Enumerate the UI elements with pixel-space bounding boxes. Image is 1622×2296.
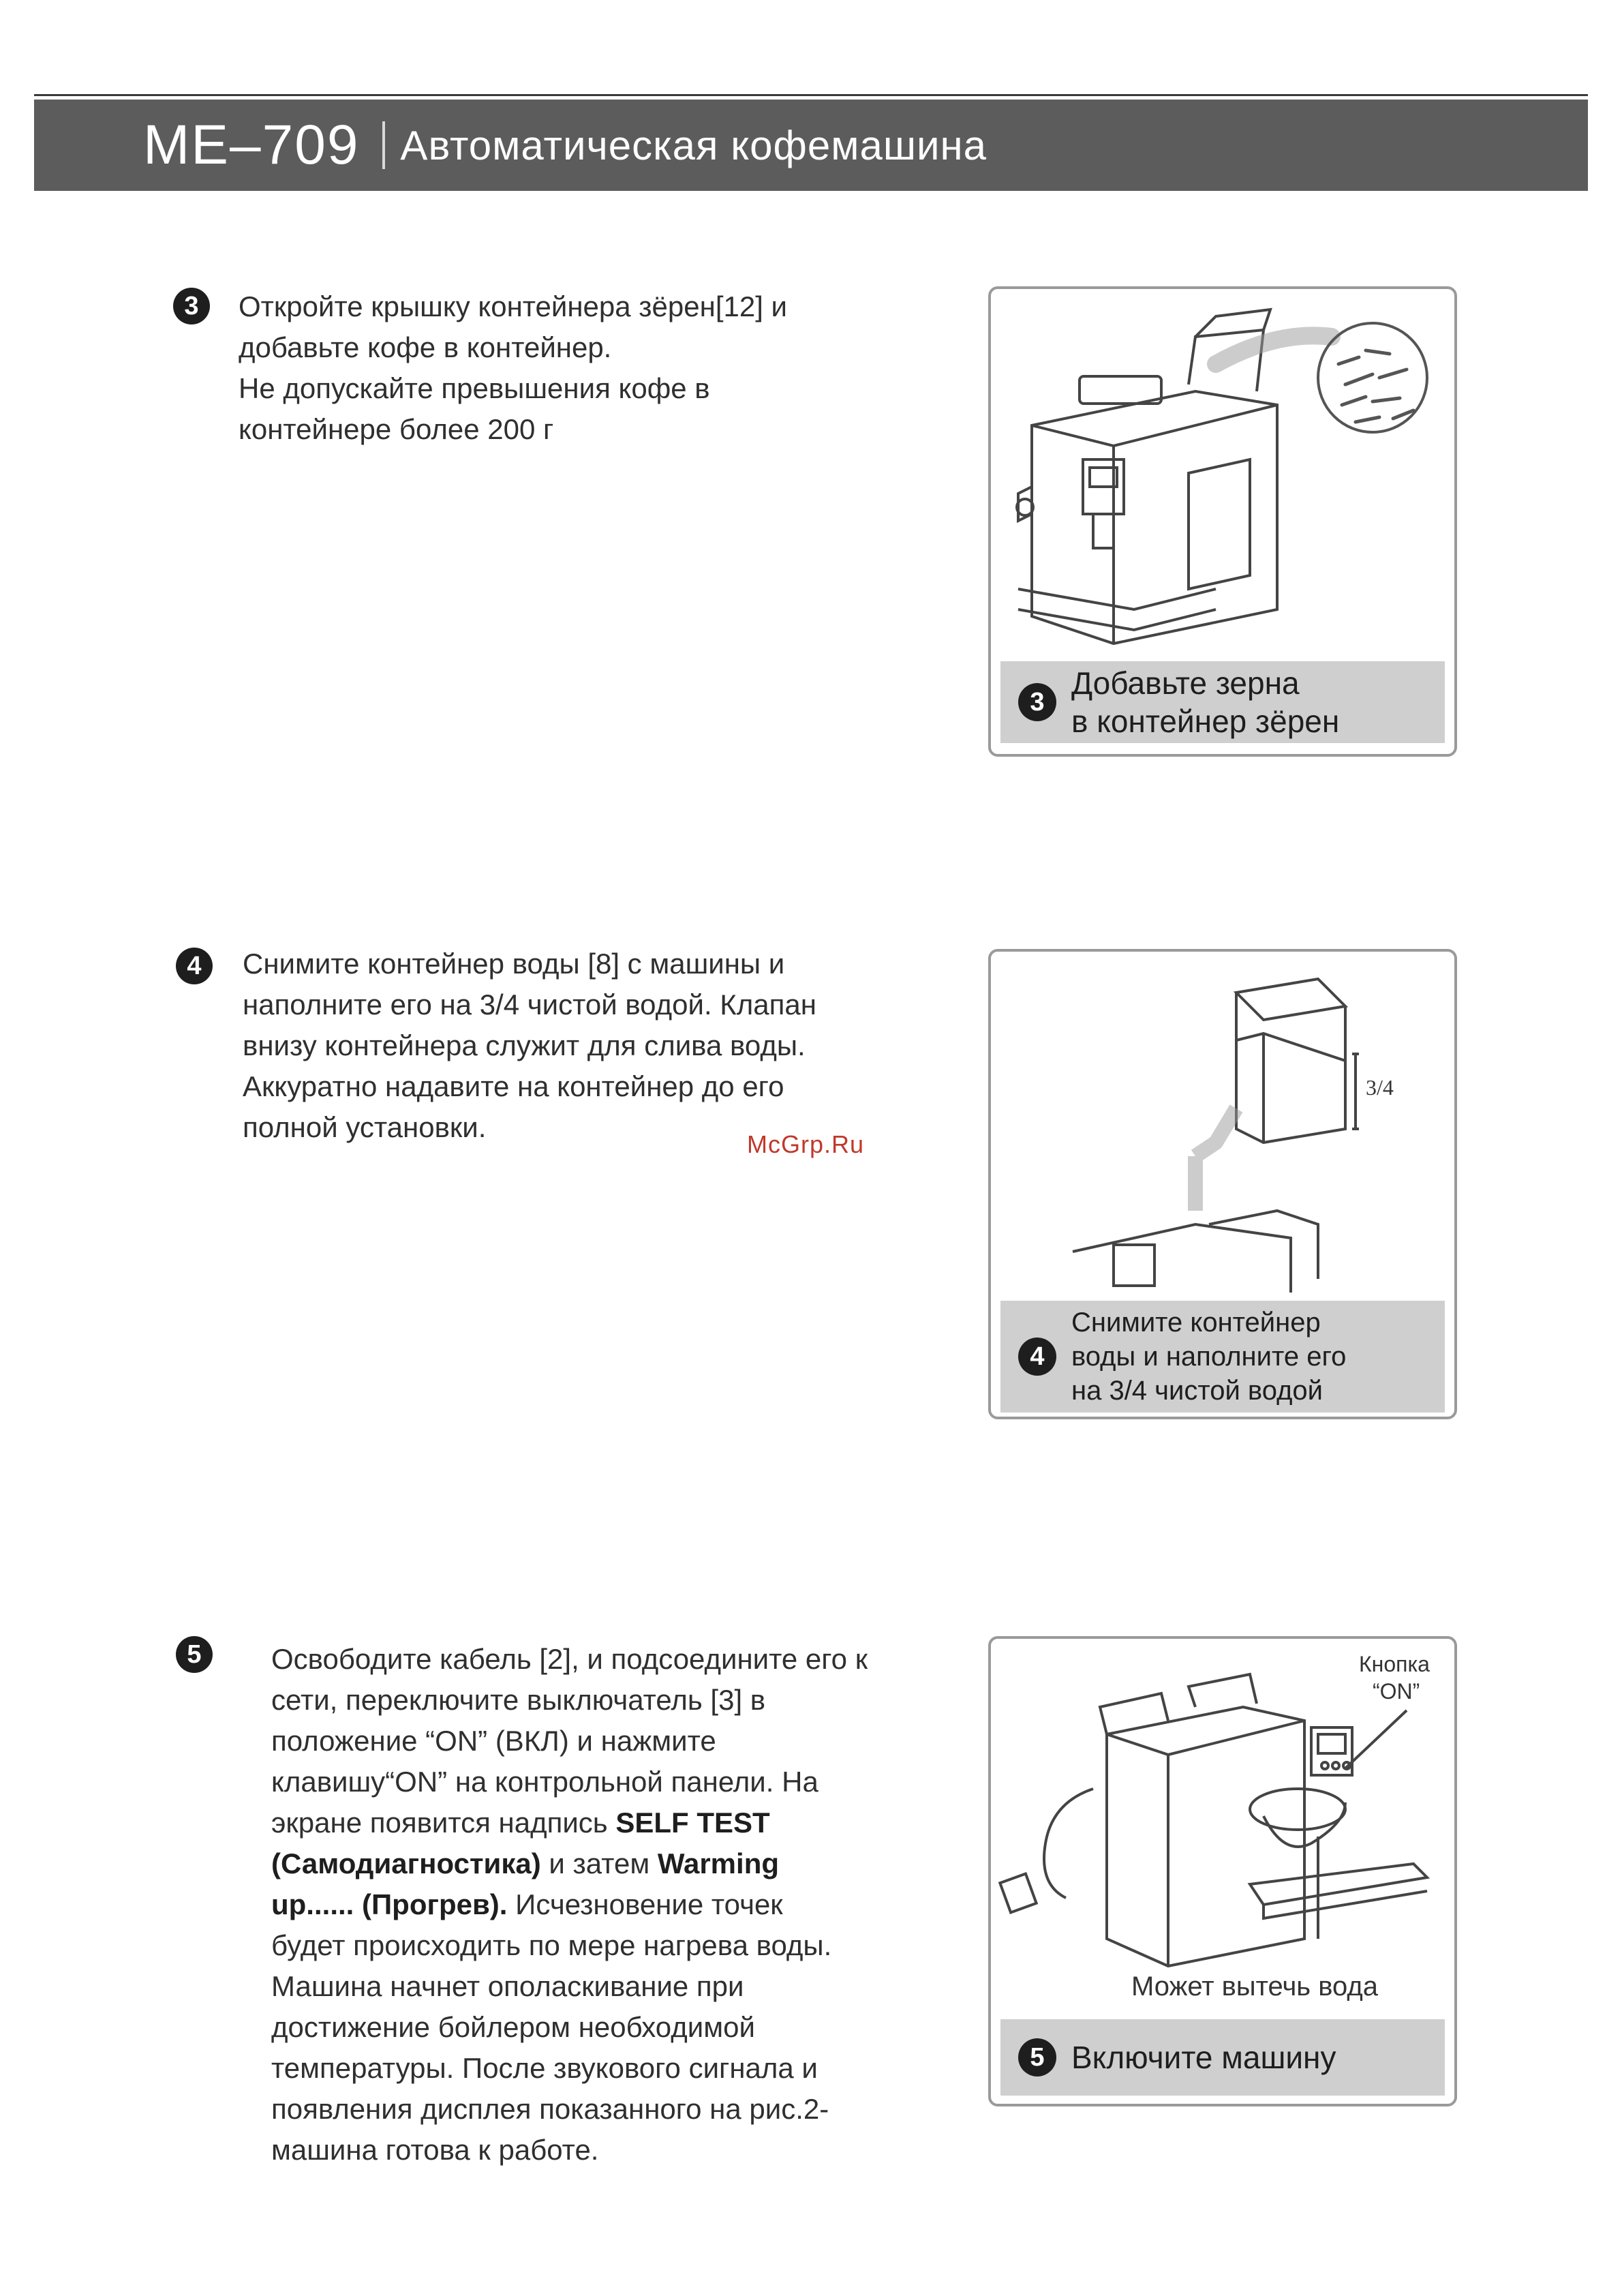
step-4-line: полной установки. (243, 1111, 487, 1143)
step-4-illustration-panel (988, 949, 1457, 1419)
step-4-line: наполните его на 3/4 чистой водой. Клапан (243, 988, 816, 1021)
step-5-caption (1000, 2019, 1445, 2096)
step-5-line (271, 1802, 868, 1843)
header-separator (382, 121, 385, 169)
caption-line: воды и наполните его (1071, 1342, 1347, 1372)
text: Исчезновение точек (507, 1888, 783, 1920)
step-3-line: Откройте крышку контейнера зёрен[12] и (239, 290, 788, 322)
page-header (34, 100, 1588, 191)
step-5-line: будет происходить по мере нагрева воды. (271, 1929, 832, 1961)
text: экране появится надпись (271, 1807, 616, 1839)
warming-up-label: up...... (Прогрев). (271, 1888, 508, 1920)
caption-line: Добавьте зерна (1071, 665, 1300, 701)
step-3-line: контейнере более 200 г (239, 413, 554, 445)
on-button-label: Кнопка (1359, 1652, 1430, 1676)
step-3-caption (1000, 661, 1445, 743)
step-4-caption-text (1071, 1305, 1346, 1408)
step-3-line: добавьте кофе в контейнер. (239, 331, 612, 363)
self-diagnostics-label: (Самодиагностика) (271, 1847, 541, 1879)
coffee-machine-beans-illustration (991, 289, 1454, 671)
power-on-illustration (991, 1639, 1454, 1993)
step-4-text (243, 943, 816, 1148)
self-test-label: SELF TEST (615, 1807, 770, 1839)
caption-line: Снимите контейнер (1071, 1308, 1321, 1338)
step-4-line: Аккуратно надавите на контейнер до его (243, 1070, 784, 1102)
caption-line: на 3/4 чистой водой (1071, 1376, 1323, 1406)
step-5-number: 5 (176, 1636, 213, 1673)
step-4-caption (1000, 1301, 1445, 1413)
step-5-line: температуры. После звукового сигнала и (271, 2052, 818, 2084)
step-5-line: Освободите кабель [2], и подсоедините его к (271, 1643, 868, 1675)
step-5-line: положение “ON” (ВКЛ) и нажмите (271, 1725, 716, 1757)
top-rule (34, 94, 1588, 96)
step-5-line (271, 1843, 868, 1884)
step-5-illustration-panel (988, 1636, 1457, 2106)
step-5-caption-number: 5 (1018, 2038, 1056, 2076)
fill-level-label: 3/4 (1366, 1075, 1394, 1100)
header-title: Автоматическая кофемашина (400, 122, 987, 168)
step-4-number: 4 (176, 948, 213, 984)
step-3-caption-number: 3 (1018, 683, 1056, 721)
caption-line: в контейнер зёрен (1071, 704, 1340, 739)
step-5-line (271, 1884, 868, 1925)
step-5-caption-text: Включите машину (1071, 2040, 1336, 2075)
step-5-line: клавишу“ON” на контрольной панели. На (271, 1766, 818, 1798)
step-5-text (271, 1639, 868, 2171)
step-3-line: Не допускайте превышения кофе в (239, 372, 710, 404)
text: и затем (540, 1847, 658, 1879)
water-tank-illustration (991, 952, 1454, 1293)
warming-label: Warming (657, 1847, 780, 1879)
step-5-line: Машина начнет ополаскивание при (271, 1970, 744, 2002)
watermark: McGrp.Ru (747, 1130, 865, 1158)
step-3-number: 3 (173, 288, 210, 324)
step-4-caption-number: 4 (1018, 1338, 1056, 1376)
on-button-label: “ON” (1373, 1679, 1420, 1704)
leak-warning-note: Может вытечь вода (1131, 1972, 1379, 2002)
step-3-text (239, 286, 787, 450)
model-number: ME–709 (143, 114, 360, 176)
step-4-line: Снимите контейнер воды [8] с машины и (243, 948, 785, 980)
step-3-caption-text (1071, 664, 1339, 740)
step-5-line: появления дисплея показанного на рис.2- (271, 2093, 829, 2125)
step-5-line: достижение бойлером необходимой (271, 2011, 755, 2043)
step-3-illustration-panel (988, 286, 1457, 757)
step-5-line: сети, переключите выключатель [3] в (271, 1684, 766, 1716)
step-4-line: внизу контейнера служит для слива воды. (243, 1029, 806, 1061)
step-5-line: машина готова к работе. (271, 2134, 599, 2166)
